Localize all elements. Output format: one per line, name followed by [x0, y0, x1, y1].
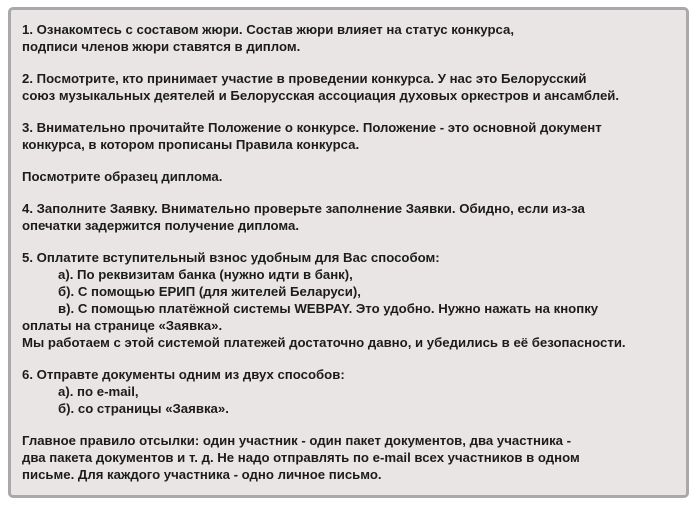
diploma-sample-text: Посмотрите образец диплома.	[22, 169, 223, 184]
step-3-line-2: конкурса, в котором прописаны Правила конкурса.	[22, 137, 360, 152]
step-5-line-5: оплаты на странице «Заявка».	[22, 318, 223, 333]
step-5-option-c: в). С помощью платёжной системы WEBPAY. Это удобно. Нужно нажать на кнопку	[58, 301, 599, 316]
instructions-text	[22, 21, 686, 483]
paragraph-gap	[22, 417, 686, 432]
step-2-line-2: союз музыкальных деятелей и Белорусская ассоциация духовых оркестров и ансамблей.	[22, 88, 620, 103]
step-5-line-6: Мы работаем с этой системой платежей достаточно давно, и убедились в её безопасности.	[22, 335, 626, 350]
instructions-panel	[8, 7, 689, 498]
step-6-option-a: а). по e-mail,	[58, 384, 139, 399]
step-5-line-1: 5. Оплатите вступительный взнос удобным для Вас способом:	[22, 250, 440, 265]
step-1-line-2: подписи членов жюри ставятся в диплом.	[22, 39, 301, 54]
paragraph-gap	[22, 104, 686, 119]
step-5-option-a: а). По реквизитам банка (нужно идти в банк),	[58, 267, 353, 282]
paragraph-gap	[22, 55, 686, 70]
step-3-line-1: 3. Внимательно прочитайте Положение о конкурсе. Положение - это основной документ	[22, 120, 602, 135]
step-4-line-2: опечатки задержится получение диплома.	[22, 218, 299, 233]
step-1-line-1: 1. Ознакомтесь с составом жюри. Состав жюри влияет на статус конкурса,	[22, 22, 515, 37]
step-5-option-b: б). С помощью ЕРИП (для жителей Беларуси),	[58, 284, 361, 299]
paragraph-gap	[22, 351, 686, 366]
rule-line-1: Главное правило отсылки: один участник - один пакет документов, два участника -	[22, 433, 572, 448]
step-6-line-1: 6. Отправте документы одним из двух способов:	[22, 367, 345, 382]
paragraph-gap	[22, 153, 686, 168]
rule-line-3: письме. Для каждого участника - одно личное письмо.	[22, 467, 382, 482]
paragraph-gap	[22, 234, 686, 249]
rule-line-2: два пакета документов и т. д. Не надо отправлять по e-mail всех участников в одном	[22, 450, 580, 465]
paragraph-gap	[22, 185, 686, 200]
step-6-option-b: б). со страницы «Заявка».	[58, 401, 229, 416]
step-4-line-1: 4. Заполните Заявку. Внимательно проверьте заполнение Заявки. Обидно, если из-за	[22, 201, 585, 216]
step-2-line-1: 2. Посмотрите, кто принимает участие в проведении конкурса. У нас это Белорусский	[22, 71, 587, 86]
